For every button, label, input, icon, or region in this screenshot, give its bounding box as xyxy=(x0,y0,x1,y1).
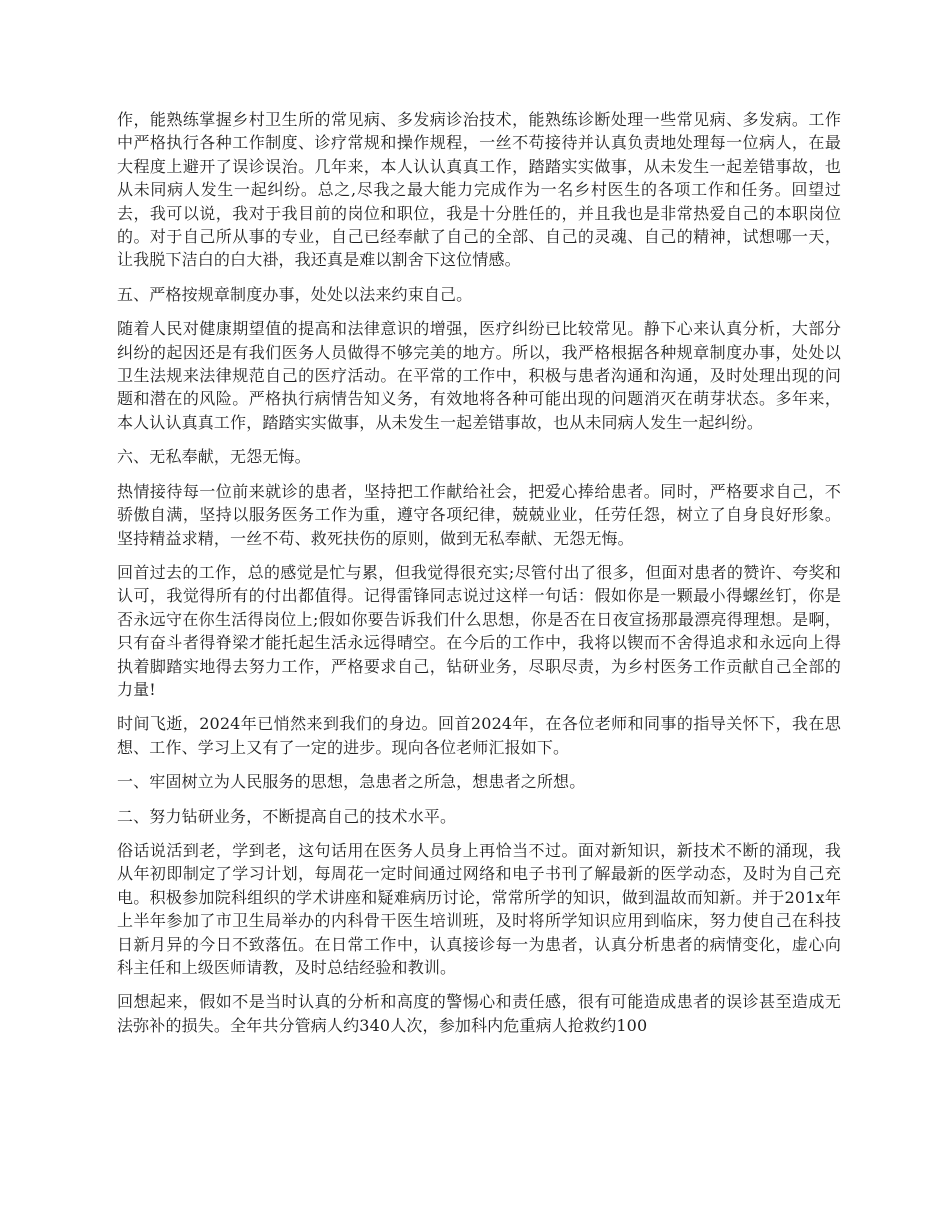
paragraph-year-intro: 时间飞逝，2024年已悄然来到我们的身边。回首2024年，在各位老师和同事的指导关怀下，我在思想、工作、学习上又有了一定的进步。现向各位老师汇报如下。 xyxy=(117,714,841,757)
section-heading-5: 五、严格按规章制度办事，处处以法来约束自己。 xyxy=(117,284,473,304)
paragraph-statistics: 回想起来，假如不是当时认真的分析和高度的警惕心和责任感，很有可能造成患者的误诊甚至造成无法弥补的损失。全年共分管病人约340人次，参加科内危重病人抢救约100 xyxy=(117,992,841,1035)
section-heading-2: 二、努力钻研业务，不断提高自己的技术水平。 xyxy=(117,806,457,826)
paragraph-reflection: 回首过去的工作，总的感觉是忙与累，但我觉得很充实;尽管付出了很多，但面对患者的赞许、夸奖和认可，我觉得所有的付出都值得。记得雷锋同志说过这样一句话：假如你是一颗最小得螺丝钉，你是否永远守在你生活得岗位上;假如你要告诉我们什么思想，你是否在日夜宣扬那最漂亮得理想。是啊，只有奋斗者得脊梁才能托起生活永远得晴空。在今后的工作中，我将以锲而不舍得追求和永远向上得执着脚踏实地得去努力工作，严格要求自己，钻研业务，尽职尽责，为乡村医务工作贡献自己全部的力量! xyxy=(117,562,841,699)
section-heading-1: 一、牢固树立为人民服务的思想，急患者之所急，想患者之所想。 xyxy=(117,772,586,792)
paragraph-regulations: 随着人民对健康期望值的提高和法律意识的增强，医疗纠纷已比较常见。静下心来认真分析，大部分纠纷的起因还是有我们医务人员做得不够完美的地方。所以，我严格根据各种规章制度办事，处处以卫生法规来法律规范自己的医疗活动。在平常的工作中，积极与患者沟通和沟通，及时处理出现的问题和潜在的风险。严格执行病情告知义务，有效地将各种可能出现的问题消灭在萌芽状态。多年来，本人认认真真工作，踏踏实实做事，从未发生一起差错事故，也从未同病人发生一起纠纷。 xyxy=(117,319,841,432)
paragraph-dedication: 热情接待每一位前来就诊的患者，坚持把工作献给社会，把爱心捧给患者。同时，严格要求自己，不骄傲自满，坚持以服务医务工作为重，遵守各项纪律，兢兢业业，任劳任怨，树立了自身良好形象。坚持精益求精，一丝不苟、救死扶伤的原则，做到无私奉献、无怨无悔。 xyxy=(117,481,841,548)
paragraph-duties-summary: 作，能熟练掌握乡村卫生所的常见病、多发病诊治技术，能熟练诊断处理一些常见病、多发病。工作中严格执行各种工作制度、诊疗常规和操作规程，一丝不苟接待并认真负责地处理每一位病人，在最大程度上避开了误诊误治。几年来，本人认认真真工作，踏踏实实做事，从未发生一起差错事故，也从未同病人发生一起纠纷。总之,尽我之最大能力完成作为一名乡村医生的各项工作和任务。回望过去，我可以说，我对于我目前的岗位和职位，我是十分胜任的，并且我也是非常热爱自己的本职岗位的。对于自己所从事的专业，自己已经奉献了自己的全部、自己的灵魂、自己的精神，试想哪一天，让我脱下洁白的白大褂，我还真是难以割舍下这位情感。 xyxy=(117,110,841,270)
section-heading-6: 六、无私奉献，无怨无悔。 xyxy=(117,447,311,467)
document-page xyxy=(117,108,841,1048)
paragraph-study: 俗话说活到老，学到老，这句话用在医务人员身上再恰当不过。面对新知识，新技术不断的涌现，我从年初即制定了学习计划，每周花一定时间通过网络和电子书刊了解最新的医学动态，及时为自己充电。积极参加院科组织的学术讲座和疑难病历讨论，常常所学的知识，做到温故而知新。并于201x年上半年参加了市卫生局举办的内科骨干医生培训班，及时将所学知识应用到临床，努力使自己在科技日新月异的今日不致落伍。在日常工作中，认真接诊每一为患者，认真分析患者的病情变化，虚心向科主任和上级医师请教，及时总结经验和教训。 xyxy=(117,840,841,977)
